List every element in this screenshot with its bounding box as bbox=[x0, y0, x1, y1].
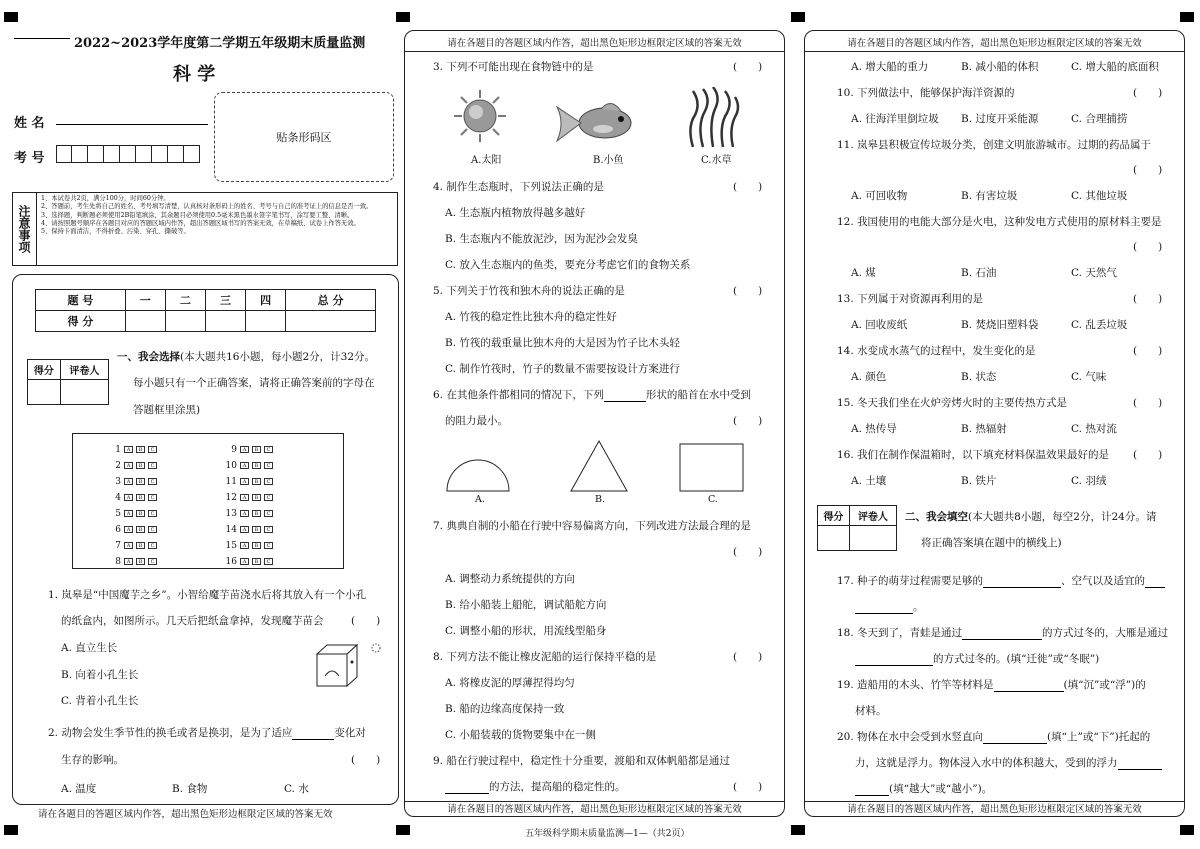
box-with-hole-figure bbox=[311, 640, 386, 690]
q2-option-c[interactable]: C. 水 bbox=[284, 783, 309, 795]
grader-score-label: 得分 bbox=[28, 360, 61, 380]
answer-bubble[interactable]: B bbox=[136, 446, 145, 453]
bubble-row bbox=[103, 538, 157, 554]
score-header: 三 bbox=[205, 290, 245, 311]
bubble-row bbox=[219, 522, 273, 538]
q13-option-c[interactable]: C. 乱丢垃圾 bbox=[1071, 319, 1128, 331]
answer-bubble[interactable]: B bbox=[136, 558, 145, 565]
q20-text: 20. 物体在水中会受到水竖直向 (填“上”或“下”)托起的 bbox=[837, 731, 1151, 743]
answer-bubble[interactable]: B bbox=[252, 558, 261, 565]
bubble-number: 4 bbox=[115, 493, 121, 503]
q7-option-a[interactable]: A. 调整动力系统提供的方向 bbox=[445, 573, 575, 585]
left-answer-frame bbox=[12, 274, 399, 805]
bubble-row bbox=[219, 490, 273, 506]
q2-answer-bracket[interactable]: ( ) bbox=[351, 754, 381, 766]
q16-option-b[interactable]: B. 铁片 bbox=[961, 475, 997, 487]
q5-option-a[interactable]: A. 竹筏的稳定性比独木舟的稳定性好 bbox=[445, 311, 617, 323]
answer-bubble[interactable]: B bbox=[252, 478, 261, 485]
score-header: 二 bbox=[165, 290, 205, 311]
school-blank bbox=[14, 38, 70, 39]
q9-option-c[interactable]: C. 增大船的底面积 bbox=[1071, 61, 1159, 73]
fish-icon bbox=[555, 97, 645, 147]
subject-title: 科 学 bbox=[173, 64, 216, 85]
q12-option-c[interactable]: C. 天然气 bbox=[1071, 267, 1117, 279]
answer-bubble[interactable]: A bbox=[124, 542, 133, 549]
notice-box bbox=[12, 192, 398, 266]
score-header: 题 号 bbox=[36, 290, 126, 311]
grader-box bbox=[27, 359, 109, 405]
name-field[interactable] bbox=[56, 124, 208, 125]
q11-option-b[interactable]: B. 有害垃圾 bbox=[961, 190, 1018, 202]
notice-item: 1、本试卷共2页，满分100分，时间60分钟。 bbox=[41, 195, 170, 202]
semicircle-shape bbox=[445, 443, 511, 493]
bubble-number: 1 bbox=[115, 445, 121, 455]
answer-bubble[interactable]: A bbox=[124, 494, 133, 501]
q16-option-a[interactable]: A. 土壤 bbox=[851, 475, 887, 487]
q14-text: 14. 水变成水蒸气的过程中，发生变化的是 bbox=[837, 345, 1036, 357]
q7-option-b[interactable]: B. 给小船装上船舵，调试船舵方向 bbox=[445, 599, 607, 611]
seaweed-icon bbox=[685, 87, 743, 149]
bubble-row bbox=[219, 474, 273, 490]
q7-option-c[interactable]: C. 调整小船的形状，用流线型船身 bbox=[445, 625, 607, 637]
score-cell[interactable] bbox=[286, 311, 376, 332]
q6-text: 6. 在其他条件都相同的情况下，下列 形状的船首在水中受到 bbox=[433, 389, 751, 401]
bubble-row bbox=[103, 458, 157, 474]
q6-option-b[interactable]: B. bbox=[595, 494, 606, 505]
bubble-number: 11 bbox=[225, 477, 237, 487]
q13-answer-bracket[interactable]: ( ) bbox=[1133, 293, 1163, 305]
q1-option-c[interactable]: C. 背着小孔生长 bbox=[61, 695, 139, 707]
bubble-sheet bbox=[72, 433, 344, 569]
id-boxes[interactable] bbox=[56, 145, 200, 163]
notice-item: 2、答题前，考生先将自己的姓名、考号填写清楚，认真核对条形码上的姓名、考号与自己的准考证上的信息是否一致。 bbox=[41, 203, 373, 211]
q10-answer-bracket[interactable]: ( ) bbox=[1133, 87, 1163, 99]
q12-option-a[interactable]: A. 煤 bbox=[851, 267, 876, 279]
q14-option-a[interactable]: A. 颜色 bbox=[851, 371, 887, 383]
answer-bubble[interactable]: B bbox=[136, 526, 145, 533]
q10-option-c[interactable]: C. 合理捕捞 bbox=[1071, 113, 1128, 125]
bubble-row bbox=[219, 554, 273, 570]
boundary-note: 请在各题目的答题区域内作答，超出黑色矩形边框限定区域的答案无效 bbox=[38, 809, 333, 820]
q9-text: 的方法，提高船的稳定性的。 bbox=[445, 779, 626, 794]
score-header: 一 bbox=[125, 290, 165, 311]
score-cell[interactable] bbox=[125, 311, 165, 332]
barcode-area: 贴条形码区 bbox=[214, 92, 394, 182]
notice-item: 3、选择题，判断题必须使用2B铅笔填涂，其余题目必须使用0.5毫米黑色墨水签字笔书写，涂写要工整、清晰。 bbox=[41, 211, 354, 219]
bubble-row bbox=[103, 474, 157, 490]
name-label: 姓 名 bbox=[14, 116, 45, 131]
grader-cell[interactable] bbox=[28, 380, 61, 405]
answer-bubble[interactable]: A bbox=[240, 542, 249, 549]
q10-option-b[interactable]: B. 过度开采能源 bbox=[961, 113, 1039, 125]
registration-mark bbox=[1180, 825, 1194, 835]
bubble-number: 15 bbox=[225, 541, 237, 551]
q6-text: 的阻力最小。 bbox=[445, 415, 508, 427]
q18-text: 18. 冬天到了，青蛙是通过 的方式过冬的，大雁是通过 bbox=[837, 627, 1169, 639]
q16-option-c[interactable]: C. 羽绒 bbox=[1071, 475, 1107, 487]
q1-option-a[interactable]: A. 直立生长 bbox=[61, 642, 118, 654]
registration-mark bbox=[791, 12, 805, 22]
q11-text: 11. 岚皋县积极宣传垃圾分类，创建文明旅游城市。过期的药品属于 bbox=[837, 139, 1152, 151]
answer-bubble[interactable]: A bbox=[124, 510, 133, 517]
q5-text: 5. 下列关于竹筏和独木舟的说法正确的是 bbox=[433, 285, 625, 297]
q17-text: 17. 种子的萌芽过程需要足够的 、空气以及适宜的 bbox=[837, 573, 1165, 588]
registration-mark bbox=[4, 12, 18, 22]
registration-mark bbox=[4, 825, 18, 835]
q9-option-a[interactable]: A. 增大船的重力 bbox=[851, 61, 929, 73]
answer-bubble[interactable]: C bbox=[264, 510, 273, 517]
score-row-label: 得 分 bbox=[36, 311, 126, 332]
grader-label: 评卷人 bbox=[849, 506, 896, 526]
exam-title: 2022~2023学年度第二学期五年级期末质量监测 bbox=[74, 36, 366, 51]
q2-option-a[interactable]: A. 温度 bbox=[61, 783, 97, 795]
section1-desc: 答题框里涂黑) bbox=[133, 404, 201, 416]
grader-cell[interactable] bbox=[60, 380, 108, 405]
q6-answer-bracket[interactable]: ( ) bbox=[733, 415, 763, 427]
q10-text: 10. 下列做法中，能够保护海洋资源的 bbox=[837, 87, 1015, 99]
notice-item: 5、保持卡面清洁，不得折叠、污染、穿孔、撕破等。 bbox=[41, 228, 190, 236]
q15-option-b[interactable]: B. 热辐射 bbox=[961, 423, 1007, 435]
bubble-number: 5 bbox=[115, 509, 121, 519]
q6-option-a[interactable]: A. bbox=[475, 494, 485, 505]
section1-desc: 每小题只有一个正确答案，请将正确答案前的字母在 bbox=[133, 377, 375, 389]
q1-text: 的纸盒内，如图所示。几天后把纸盒拿掉，发现魔芋苗会 bbox=[61, 615, 324, 627]
answer-bubble[interactable]: C bbox=[264, 462, 273, 469]
answer-bubble[interactable]: A bbox=[240, 510, 249, 517]
bubble-row bbox=[219, 506, 273, 522]
bubble-number: 10 bbox=[225, 461, 237, 471]
q15-answer-bracket[interactable]: ( ) bbox=[1133, 397, 1163, 409]
q13-option-a[interactable]: A. 回收废纸 bbox=[851, 319, 908, 331]
answer-bubble[interactable]: A bbox=[240, 478, 249, 485]
answer-bubble[interactable]: C bbox=[264, 494, 273, 501]
q14-option-b[interactable]: B. 状态 bbox=[961, 371, 997, 383]
bubble-number: 8 bbox=[115, 557, 121, 567]
answer-bubble[interactable]: C bbox=[148, 542, 157, 549]
q14-answer-bracket[interactable]: ( ) bbox=[1133, 345, 1163, 357]
registration-mark bbox=[791, 825, 805, 835]
q1-text: 1. 岚皋是“中国魔芋之乡”。小智给魔芋苗浇水后将其放入有一个小孔 bbox=[48, 589, 367, 601]
q4-option-a[interactable]: A. 生态瓶内植物放得越多越好 bbox=[445, 207, 586, 219]
section2-desc: 将正确答案填在题中的横线上) bbox=[921, 537, 1062, 549]
answer-bubble[interactable]: A bbox=[240, 494, 249, 501]
q13-text: 13. 下列属于对资源再利用的是 bbox=[837, 293, 984, 305]
answer-bubble[interactable]: A bbox=[240, 446, 249, 453]
bubble-number: 7 bbox=[115, 541, 121, 551]
q5-answer-bracket[interactable]: ( ) bbox=[733, 285, 763, 297]
boundary-note: 请在各题目的答题区域内作答，超出黑色矩形边框限定区域的答案无效 bbox=[447, 804, 742, 815]
q3-text: 3. 下列不可能出现在食物链中的是 bbox=[433, 61, 594, 73]
q1-answer-bracket[interactable]: ( ) bbox=[351, 615, 381, 627]
answer-bubble[interactable]: B bbox=[252, 542, 261, 549]
grader-box bbox=[817, 505, 897, 551]
q4-option-c[interactable]: C. 放入生态瓶内的鱼类，要充分考虑它们的食物关系 bbox=[445, 259, 691, 271]
answer-bubble[interactable]: C bbox=[148, 510, 157, 517]
answer-bubble[interactable]: A bbox=[240, 526, 249, 533]
q14-option-c[interactable]: C. 气味 bbox=[1071, 371, 1107, 383]
q7-text: 7. 典典自制的小船在行驶中容易偏离方向，下列改进方法最合理的是 bbox=[433, 520, 751, 532]
middle-answer-frame bbox=[404, 30, 785, 817]
score-header: 总 分 bbox=[286, 290, 376, 311]
answer-bubble[interactable]: B bbox=[136, 462, 145, 469]
q3-option-b[interactable]: B.小鱼 bbox=[593, 155, 624, 166]
q13-option-b[interactable]: B. 焚烧旧塑料袋 bbox=[961, 319, 1039, 331]
bubble-row bbox=[103, 442, 157, 458]
answer-bubble[interactable]: A bbox=[124, 558, 133, 565]
score-cell[interactable] bbox=[165, 311, 205, 332]
q4-answer-bracket[interactable]: ( ) bbox=[733, 181, 763, 193]
q16-text: 16. 我们在制作保温箱时，以下填充材料保温效果最好的是 bbox=[837, 449, 1110, 461]
answer-bubble[interactable]: B bbox=[136, 478, 145, 485]
bubble-number: 6 bbox=[115, 525, 121, 535]
grader-cell[interactable] bbox=[849, 526, 896, 551]
q9-text: 9. 船在行驶过程中，稳定性十分重要，渡船和双体帆船都是通过 bbox=[433, 755, 730, 767]
q15-option-c[interactable]: C. 热对流 bbox=[1071, 423, 1117, 435]
registration-mark bbox=[396, 825, 410, 835]
answer-bubble[interactable]: A bbox=[124, 446, 133, 453]
answer-bubble[interactable]: C bbox=[264, 558, 273, 565]
bubble-row bbox=[219, 458, 273, 474]
q8-option-c[interactable]: C. 小船装载的货物要集中在一侧 bbox=[445, 729, 596, 741]
answer-bubble[interactable]: C bbox=[264, 478, 273, 485]
q19-text: 材料。 bbox=[855, 705, 887, 717]
bubble-number: 9 bbox=[231, 445, 237, 455]
bubble-row bbox=[103, 554, 157, 570]
q17-blank[interactable]: 。 bbox=[855, 599, 924, 614]
q5-option-b[interactable]: B. 竹筏的载重量比独木舟的大是因为竹子比木头轻 bbox=[445, 337, 680, 349]
q4-text: 4. 制作生态瓶时，下列说法正确的是 bbox=[433, 181, 604, 193]
triangle-shape bbox=[569, 439, 629, 493]
sun-icon bbox=[453, 89, 507, 143]
answer-bubble[interactable]: C bbox=[148, 558, 157, 565]
answer-bubble[interactable]: B bbox=[252, 510, 261, 517]
q9-answer-bracket[interactable]: ( ) bbox=[733, 781, 763, 793]
answer-bubble[interactable]: A bbox=[240, 462, 249, 469]
bubble-number: 3 bbox=[115, 477, 121, 487]
answer-bubble[interactable]: B bbox=[252, 494, 261, 501]
bubble-row bbox=[219, 538, 273, 554]
score-cell[interactable] bbox=[246, 311, 286, 332]
q2-option-b[interactable]: B. 食物 bbox=[172, 783, 208, 795]
q3-option-a[interactable]: A.太阳 bbox=[471, 155, 502, 166]
grader-cell[interactable] bbox=[818, 526, 850, 551]
q12-text: 12. 我国使用的电能大部分是火电，这种发电方式使用的原材料主要是 bbox=[837, 216, 1162, 228]
q3-answer-bracket[interactable]: ( ) bbox=[733, 61, 763, 73]
notice-item: 4、请按照题号顺序在各题目对应的答题区域内作答，超出答题区域书写的答案无效，在草稿纸、试卷上作答无效。 bbox=[41, 219, 360, 227]
score-header: 四 bbox=[246, 290, 286, 311]
q7-answer-bracket[interactable]: ( ) bbox=[733, 546, 763, 558]
q8-option-b[interactable]: B. 船的边缘高度保持一致 bbox=[445, 703, 565, 715]
registration-mark bbox=[396, 12, 410, 22]
q19-text: 19. 造船用的木头、竹竿等材料是 (填“沉”或“浮”)的 bbox=[837, 679, 1146, 691]
section2-heading: 二、我会填空(本大题共8小题，每空2分，计24分。请 bbox=[905, 511, 1157, 523]
answer-bubble[interactable]: C bbox=[148, 494, 157, 501]
grader-score-label: 得分 bbox=[818, 506, 850, 526]
q12-answer-bracket[interactable]: ( ) bbox=[1133, 241, 1163, 253]
page-footer: 五年级科学期末质量监测—1—（共2页） bbox=[525, 829, 690, 839]
answer-bubble[interactable]: B bbox=[252, 526, 261, 533]
answer-bubble[interactable]: C bbox=[148, 462, 157, 469]
answer-bubble[interactable]: C bbox=[264, 542, 273, 549]
bubble-number: 16 bbox=[225, 557, 237, 567]
answer-bubble[interactable]: B bbox=[252, 446, 261, 453]
notice-title: 注意事项 bbox=[13, 193, 37, 265]
q6-option-c[interactable]: C. bbox=[708, 494, 718, 505]
bubble-number: 12 bbox=[225, 493, 237, 503]
grader-label: 评卷人 bbox=[60, 360, 108, 380]
bubble-row bbox=[219, 442, 273, 458]
q10-option-a[interactable]: A. 往海洋里倒垃圾 bbox=[851, 113, 939, 125]
answer-bubble[interactable]: A bbox=[124, 462, 133, 469]
q11-answer-bracket[interactable]: ( ) bbox=[1133, 164, 1163, 176]
q15-option-a[interactable]: A. 热传导 bbox=[851, 423, 897, 435]
q1-option-b[interactable]: B. 向着小孔生长 bbox=[61, 669, 139, 681]
q2-text: 生存的影响。 bbox=[61, 754, 124, 766]
rectangle-shape bbox=[679, 443, 745, 493]
q8-answer-bracket[interactable]: ( ) bbox=[733, 651, 763, 663]
registration-mark bbox=[1180, 12, 1194, 22]
q11-option-c[interactable]: C. 其他垃圾 bbox=[1071, 190, 1128, 202]
boundary-note: 请在各题目的答题区域内作答，超出黑色矩形边框限定区域的答案无效 bbox=[847, 38, 1142, 49]
bubble-number: 14 bbox=[225, 525, 237, 535]
bubble-row bbox=[103, 490, 157, 506]
answer-bubble[interactable]: C bbox=[264, 446, 273, 453]
notice-list bbox=[41, 195, 395, 236]
answer-bubble[interactable]: C bbox=[148, 526, 157, 533]
boundary-note: 请在各题目的答题区域内作答，超出黑色矩形边框限定区域的答案无效 bbox=[447, 38, 742, 49]
bubble-number: 2 bbox=[115, 461, 121, 471]
answer-bubble[interactable]: C bbox=[264, 526, 273, 533]
answer-bubble[interactable]: A bbox=[240, 558, 249, 565]
q15-text: 15. 冬天我们坐在火炉旁烤火时的主要传热方式是 bbox=[837, 397, 1068, 409]
q11-option-a[interactable]: A. 可回收物 bbox=[851, 190, 908, 202]
q8-option-a[interactable]: A. 将橡皮泥的厚薄捏得均匀 bbox=[445, 677, 575, 689]
q20-text: (填“越大”或“越小”)。 bbox=[855, 781, 992, 796]
q8-text: 8. 下列方法不能让橡皮泥船的运行保持平稳的是 bbox=[433, 651, 657, 663]
id-label: 考 号 bbox=[14, 151, 45, 166]
q5-option-c[interactable]: C. 制作竹筏时，竹子的数量不需要按设计方案进行 bbox=[445, 363, 680, 375]
answer-bubble[interactable]: C bbox=[148, 478, 157, 485]
answer-bubble[interactable]: A bbox=[124, 526, 133, 533]
answer-bubble[interactable]: B bbox=[136, 494, 145, 501]
boundary-note: 请在各题目的答题区域内作答，超出黑色矩形边框限定区域的答案无效 bbox=[847, 804, 1142, 815]
q4-option-b[interactable]: B. 生态瓶内不能放泥沙，因为泥沙会发臭 bbox=[445, 233, 638, 245]
bubble-row bbox=[103, 506, 157, 522]
score-cell[interactable] bbox=[205, 311, 245, 332]
answer-bubble[interactable]: B bbox=[136, 542, 145, 549]
bubble-number: 13 bbox=[225, 509, 237, 519]
answer-bubble[interactable]: B bbox=[252, 462, 261, 469]
bubble-row bbox=[103, 522, 157, 538]
q2-text: 2. 动物会发生季节性的换毛或者是换羽，是为了适应 变化对 bbox=[48, 727, 366, 739]
q20-text: 力，这就是浮力。物体浸入水中的体积越大，受到的浮力 bbox=[855, 755, 1162, 770]
answer-bubble[interactable]: B bbox=[136, 510, 145, 517]
q9-option-b[interactable]: B. 减小船的体积 bbox=[961, 61, 1039, 73]
answer-bubble[interactable]: A bbox=[124, 478, 133, 485]
q16-answer-bracket[interactable]: ( ) bbox=[1133, 449, 1163, 461]
score-table bbox=[35, 289, 376, 332]
answer-bubble[interactable]: C bbox=[148, 446, 157, 453]
right-answer-frame bbox=[804, 30, 1185, 817]
q12-option-b[interactable]: B. 石油 bbox=[961, 267, 997, 279]
q3-option-c[interactable]: C.水草 bbox=[701, 155, 732, 166]
q18-text: 的方式过冬的。(填“迁徙”或“冬眠”) bbox=[855, 651, 1099, 666]
section1-heading: 一、我会选择(本大题共16小题，每小题2分，计32分。 bbox=[117, 351, 375, 363]
